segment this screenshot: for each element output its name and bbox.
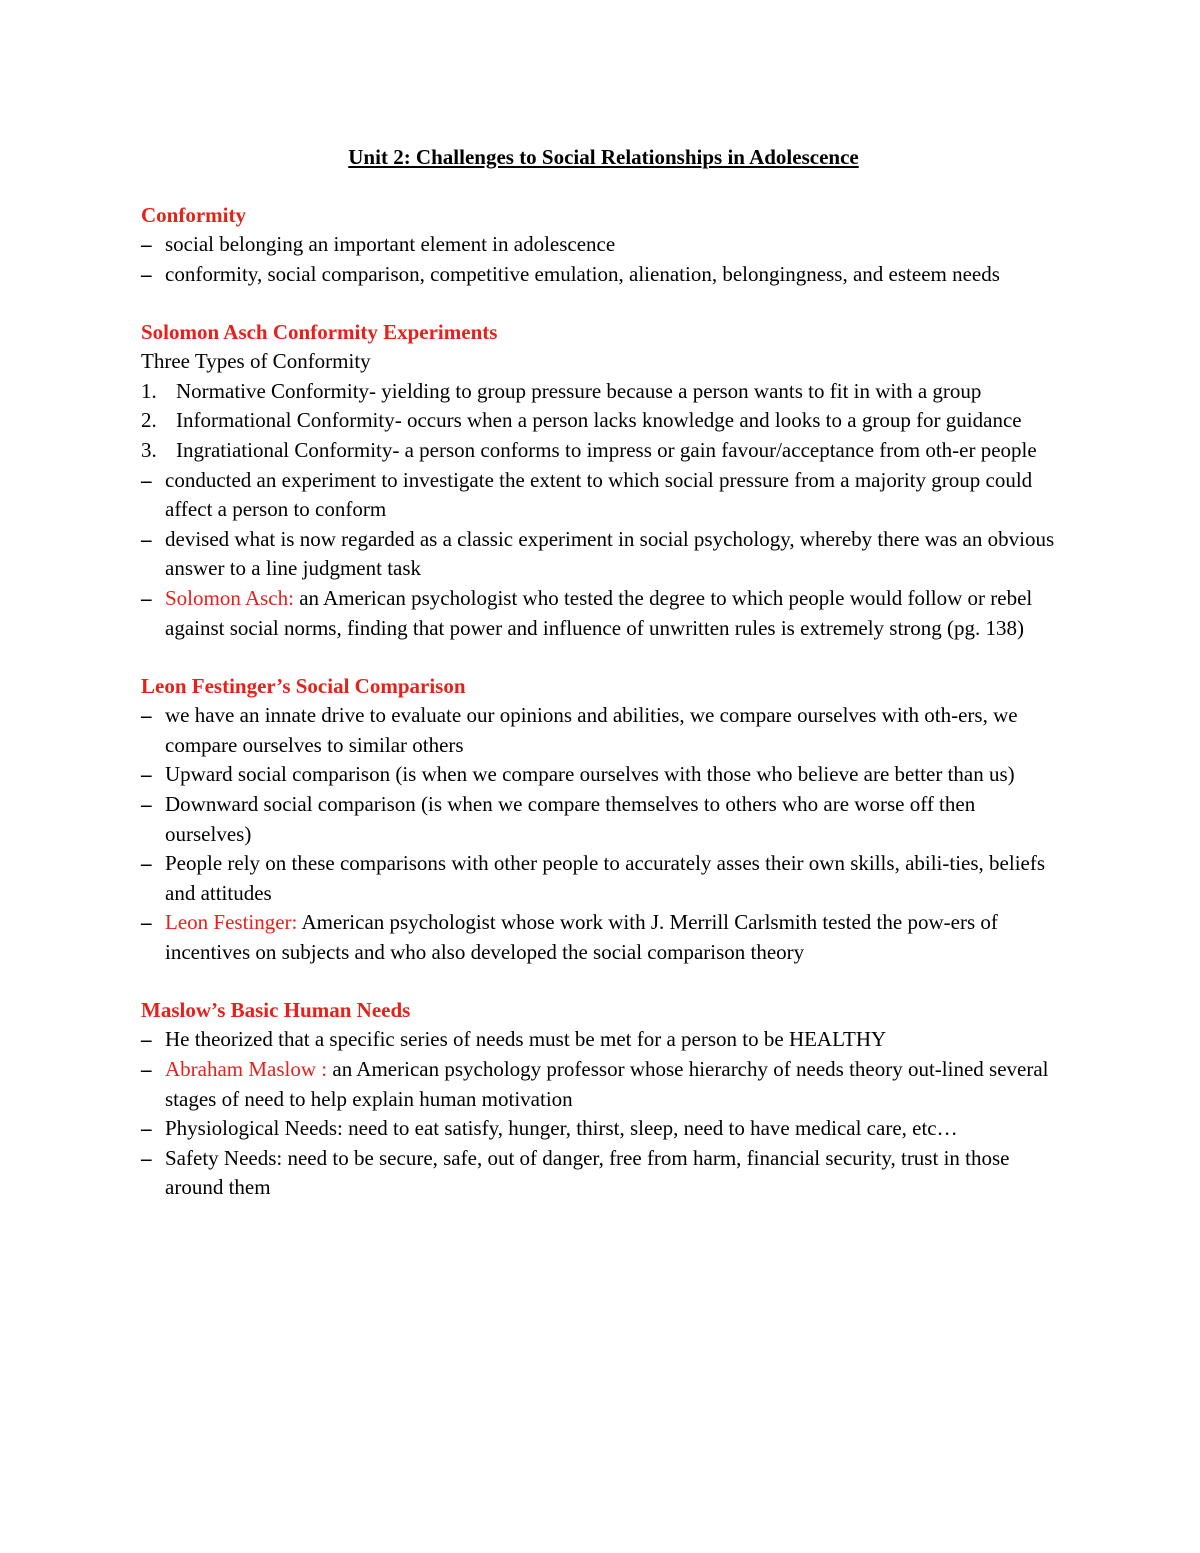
dash-marker: – — [141, 703, 152, 728]
dash-marker: – — [141, 1057, 152, 1082]
list-item — [141, 760, 1066, 790]
person-description-maslow: an American psychology professor whose hierarchy of needs theory out-lined several stages of need to help explain human motivation — [165, 1057, 1049, 1111]
bullet-list-festinger — [141, 701, 1066, 967]
dash-marker: – — [141, 467, 152, 492]
list-item-text: Downward social comparison (is when we compare themselves to others who are worse off then ourselves) — [165, 791, 976, 846]
list-item — [141, 1114, 1066, 1144]
list-item-person — [141, 908, 1066, 967]
numbered-item-text: Ingratiational Conformity- a person conforms to impress or gain favour/acceptance from oth-er people — [176, 437, 1037, 462]
section-heading-maslow: Maslow’s Basic Human Needs — [141, 998, 411, 1023]
dash-marker: – — [141, 232, 152, 256]
list-item — [141, 701, 1066, 760]
dash-marker: – — [141, 526, 152, 551]
dash-marker: – — [141, 762, 152, 787]
dash-marker: – — [141, 1145, 152, 1170]
dash-marker: – — [141, 910, 152, 935]
section-festinger — [141, 671, 1066, 967]
list-item — [141, 525, 1066, 584]
list-item — [141, 1025, 1066, 1055]
dash-marker: – — [141, 585, 152, 610]
list-item-text: social belonging an important element in adolescence — [165, 232, 616, 256]
subheading-types-of-conformity: Three Types of Conformity — [141, 349, 371, 374]
list-item-person — [141, 1055, 1066, 1114]
list-item-text: Safety Needs: need to be secure, safe, out of danger, free from harm, financial security, trust in those around them — [165, 1145, 1010, 1200]
dash-marker: – — [141, 261, 152, 286]
list-item-person — [141, 584, 1066, 643]
number-marker: 2. — [141, 408, 157, 433]
list-item — [141, 230, 1066, 260]
numbered-item-text: Informational Conformity- occurs when a person lacks knowledge and looks to a group for guidance — [176, 408, 1022, 433]
list-item-text: we have an innate drive to evaluate our opinions and abilities, we compare ourselves with oth-ers, we compare ourselves to similar others — [165, 703, 1018, 757]
section-conformity — [141, 200, 1066, 289]
list-item-text: Upward social comparison (is when we compare ourselves with those who believe are better than us) — [165, 762, 1015, 787]
list-item-text: conformity, social comparison, competitive emulation, alienation, belongingness, and esteem needs — [165, 261, 1000, 286]
list-item-text: He theorized that a specific series of needs must be met for a person to be HEALTHY — [165, 1027, 887, 1052]
list-item — [141, 849, 1066, 908]
number-marker: 1. — [141, 378, 157, 403]
bullet-list-maslow — [141, 1025, 1066, 1203]
dash-marker: – — [141, 791, 152, 816]
person-description-asch: an American psychologist who tested the degree to which people would follow or rebel against social norms, finding that power and influence of unwritten rules is extremely strong (pg. 138) — [165, 585, 1033, 640]
bullet-list-asch — [141, 466, 1066, 644]
numbered-item — [141, 436, 1066, 466]
bullet-list-conformity — [141, 230, 1066, 289]
list-item — [141, 790, 1066, 849]
dash-marker: – — [141, 1027, 152, 1052]
document-page — [141, 142, 1066, 1231]
person-description-festinger: American psychologist whose work with J. Merrill Carlsmith tested the pow-ers of incentives on subjects and who also developed the social comparison theory — [165, 910, 998, 964]
list-item — [141, 466, 1066, 525]
list-item — [141, 1144, 1066, 1203]
person-name-asch: Solomon Asch: — [165, 585, 294, 610]
person-name-festinger: Leon Festinger: — [165, 910, 298, 935]
list-item-text: devised what is now regarded as a classic experiment in social psychology, whereby there was an obvious answer to a line judgment task — [165, 526, 1055, 581]
section-heading-asch: Solomon Asch Conformity Experiments — [141, 320, 498, 345]
list-item-text: Physiological Needs: need to eat satisfy, hunger, thirst, sleep, need to have medical care, etc… — [165, 1116, 958, 1141]
list-item-text: conducted an experiment to investigate the extent to which social pressure from a majority group could affect a person to conform — [165, 467, 1033, 522]
document-title: Unit 2: Challenges to Social Relationships in Adolescence — [348, 145, 859, 169]
numbered-item — [141, 377, 1066, 407]
dash-marker: – — [141, 1116, 152, 1141]
person-name-maslow: Abraham Maslow : — [165, 1057, 328, 1082]
numbered-list-conformity-types — [141, 377, 1066, 466]
section-heading-conformity: Conformity — [141, 203, 246, 227]
section-asch — [141, 317, 1066, 643]
list-item-text: People rely on these comparisons with other people to accurately asses their own skills, abili-ties, beliefs and attitudes — [165, 851, 1046, 905]
dash-marker: – — [141, 851, 152, 876]
list-item — [141, 260, 1066, 290]
numbered-item — [141, 406, 1066, 436]
section-maslow — [141, 995, 1066, 1203]
numbered-item-text: Normative Conformity- yielding to group pressure because a person wants to fit in with a group — [176, 378, 982, 403]
section-heading-festinger: Leon Festinger’s Social Comparison — [141, 674, 466, 699]
number-marker: 3. — [141, 437, 157, 462]
